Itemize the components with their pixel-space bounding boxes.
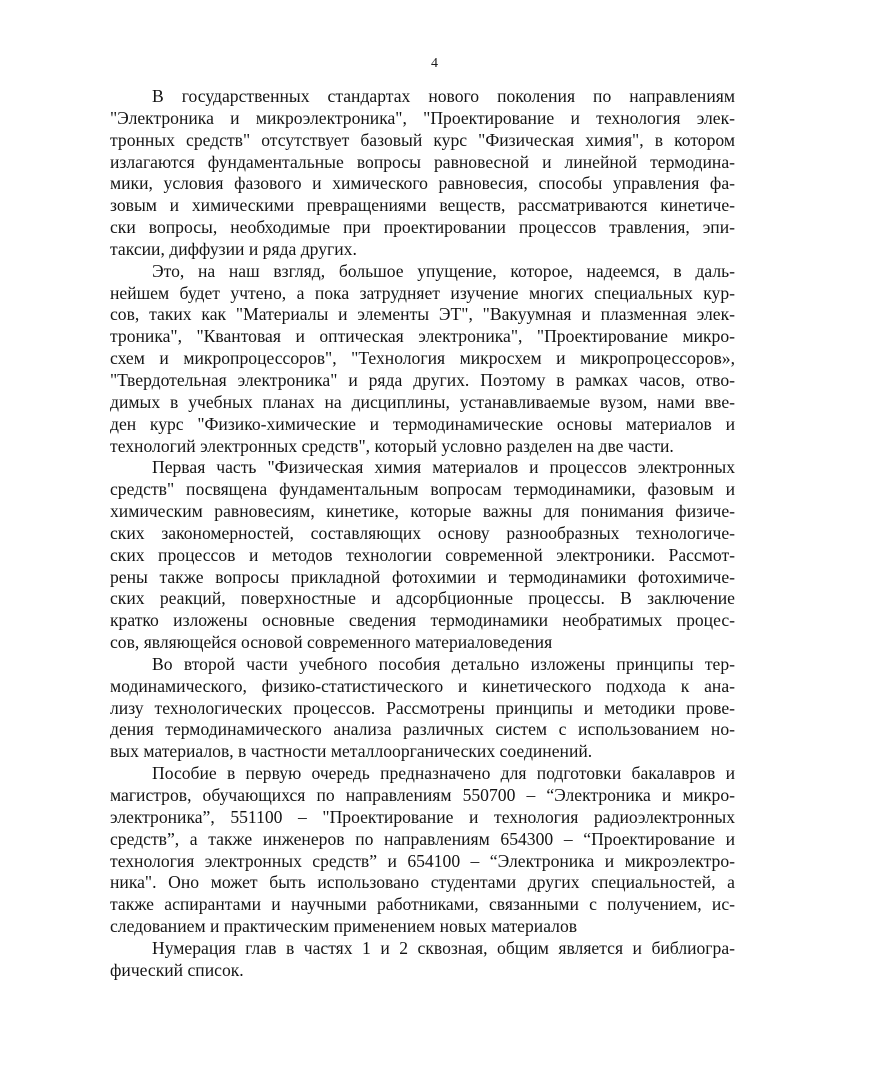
text-line: димых в учебных планах на дисциплины, устанавливаемые вузом, нами вве- [110, 391, 735, 412]
text-line: таксии, диффузии и ряда других. [110, 238, 357, 259]
text-line: ских процессов и методов технологии современной электроники. Рассмот- [110, 544, 735, 565]
text-line: зовым и химическими превращениями веществ, рассматриваются кинетиче- [110, 195, 735, 216]
text-line: сов, являющейся основой современного материаловедения [110, 632, 553, 653]
text-line: нейшем будет учтено, а пока затрудняет изучение многих специальных кур- [110, 282, 735, 303]
text-line: модинамического, физико-статистического и кинетического подхода к ана- [110, 675, 735, 696]
text-line: средств”, а также инженеров по направлениям 654300 – “Проектирование и [110, 828, 735, 849]
text-line: В государственных стандартах нового поколения по направлениям [152, 86, 735, 106]
page-number: 4 [431, 56, 438, 71]
text-line: электроника”, 551100 – "Проектирование и технология радиоэлектронных [110, 806, 735, 827]
text-line: Первая часть "Физическая химия материалов и процессов электронных [152, 457, 735, 478]
text-line: фический список. [110, 959, 244, 980]
text-line: мики, условия фазового и химического равновесия, способы управления фа- [110, 173, 735, 194]
text-line: тронных средств" отсутствует базовый курс "Физическая химия", в котором [110, 129, 735, 150]
text-line: Нумерация глав в частях 1 и 2 сквозная, общим является и библиогра- [152, 937, 735, 958]
text-line: следованием и практическим применением новых материалов [110, 916, 578, 937]
text-line: ски вопросы, необходимые при проектировании процессов травления, эпи- [110, 217, 735, 238]
text-line: магистров, обучающихся по направлениям 550700 – “Электроника и микро- [110, 785, 735, 805]
text-line: "Твердотельная электроника" и ряда других. Поэтому в рамках часов, отво- [110, 369, 735, 390]
paragraph-part-one [110, 457, 735, 654]
text-line: дения термодинамического анализа различных систем с использованием но- [110, 719, 735, 740]
text-line: вых материалов, в частности металлоорганических соединений. [110, 741, 593, 762]
text-line: ских реакций, поверхностные и адсорбционные процессы. В заключение [110, 588, 735, 609]
text-line: ника". Оно может быть использовано студентами других специальностей, а [110, 872, 735, 893]
text-line: ских закономерностей, составляющих основу разнообразных технологиче- [110, 522, 735, 543]
text-line: также аспирантами и научными работниками, связанными с получением, ис- [110, 894, 735, 915]
paragraph-audience [110, 763, 735, 938]
text-line: технологий электронных средств", который условно разделен на две части. [110, 435, 674, 456]
paragraph-part-two [110, 654, 735, 763]
text-line: рены также вопросы прикладной фотохимии и термодинамики фотохимиче- [110, 566, 735, 587]
text-line: излагаются фундаментальные вопросы равновесной и линейной термодина- [110, 151, 735, 172]
text-line: Это, на наш взгляд, большое упущение, которое, надеемся, в даль- [152, 260, 735, 281]
text-line: "Электроника и микроэлектроника", "Проектирование и технология элек- [110, 107, 735, 128]
document-body [110, 86, 735, 982]
text-line: Во второй части учебного пособия детально изложены принципы тер- [152, 653, 735, 674]
text-line: схем и микропроцессоров", "Технология микросхем и микропроцессоров», [110, 348, 735, 369]
text-line: сов, таких как "Материалы и элементы ЭТ", "Вакуумная и плазменная элек- [110, 304, 735, 325]
paragraph-numbering [110, 938, 735, 982]
text-line: троника", "Квантовая и оптическая электроника", "Проектирование микро- [110, 326, 735, 347]
paragraph-standards [110, 86, 735, 261]
paragraph-omission [110, 261, 735, 458]
text-line: лизу технологических процессов. Рассмотрены принципы и методики прове- [110, 697, 735, 718]
text-line: кратко изложены основные сведения термодинамики необратимых процес- [110, 610, 735, 631]
text-line: технология электронных средств” и 654100 – “Электроника и микроэлектро- [110, 850, 735, 871]
text-line: химическим равновесиям, кинетике, которые важны для понимания физиче- [110, 501, 735, 522]
text-line: Пособие в первую очередь предназначено для подготовки бакалавров и [152, 763, 735, 784]
text-line: средств" посвящена фундаментальным вопросам термодинамики, фазовым и [110, 479, 735, 500]
text-line: ден курс "Физико-химические и термодинамические основы материалов и [110, 413, 735, 434]
